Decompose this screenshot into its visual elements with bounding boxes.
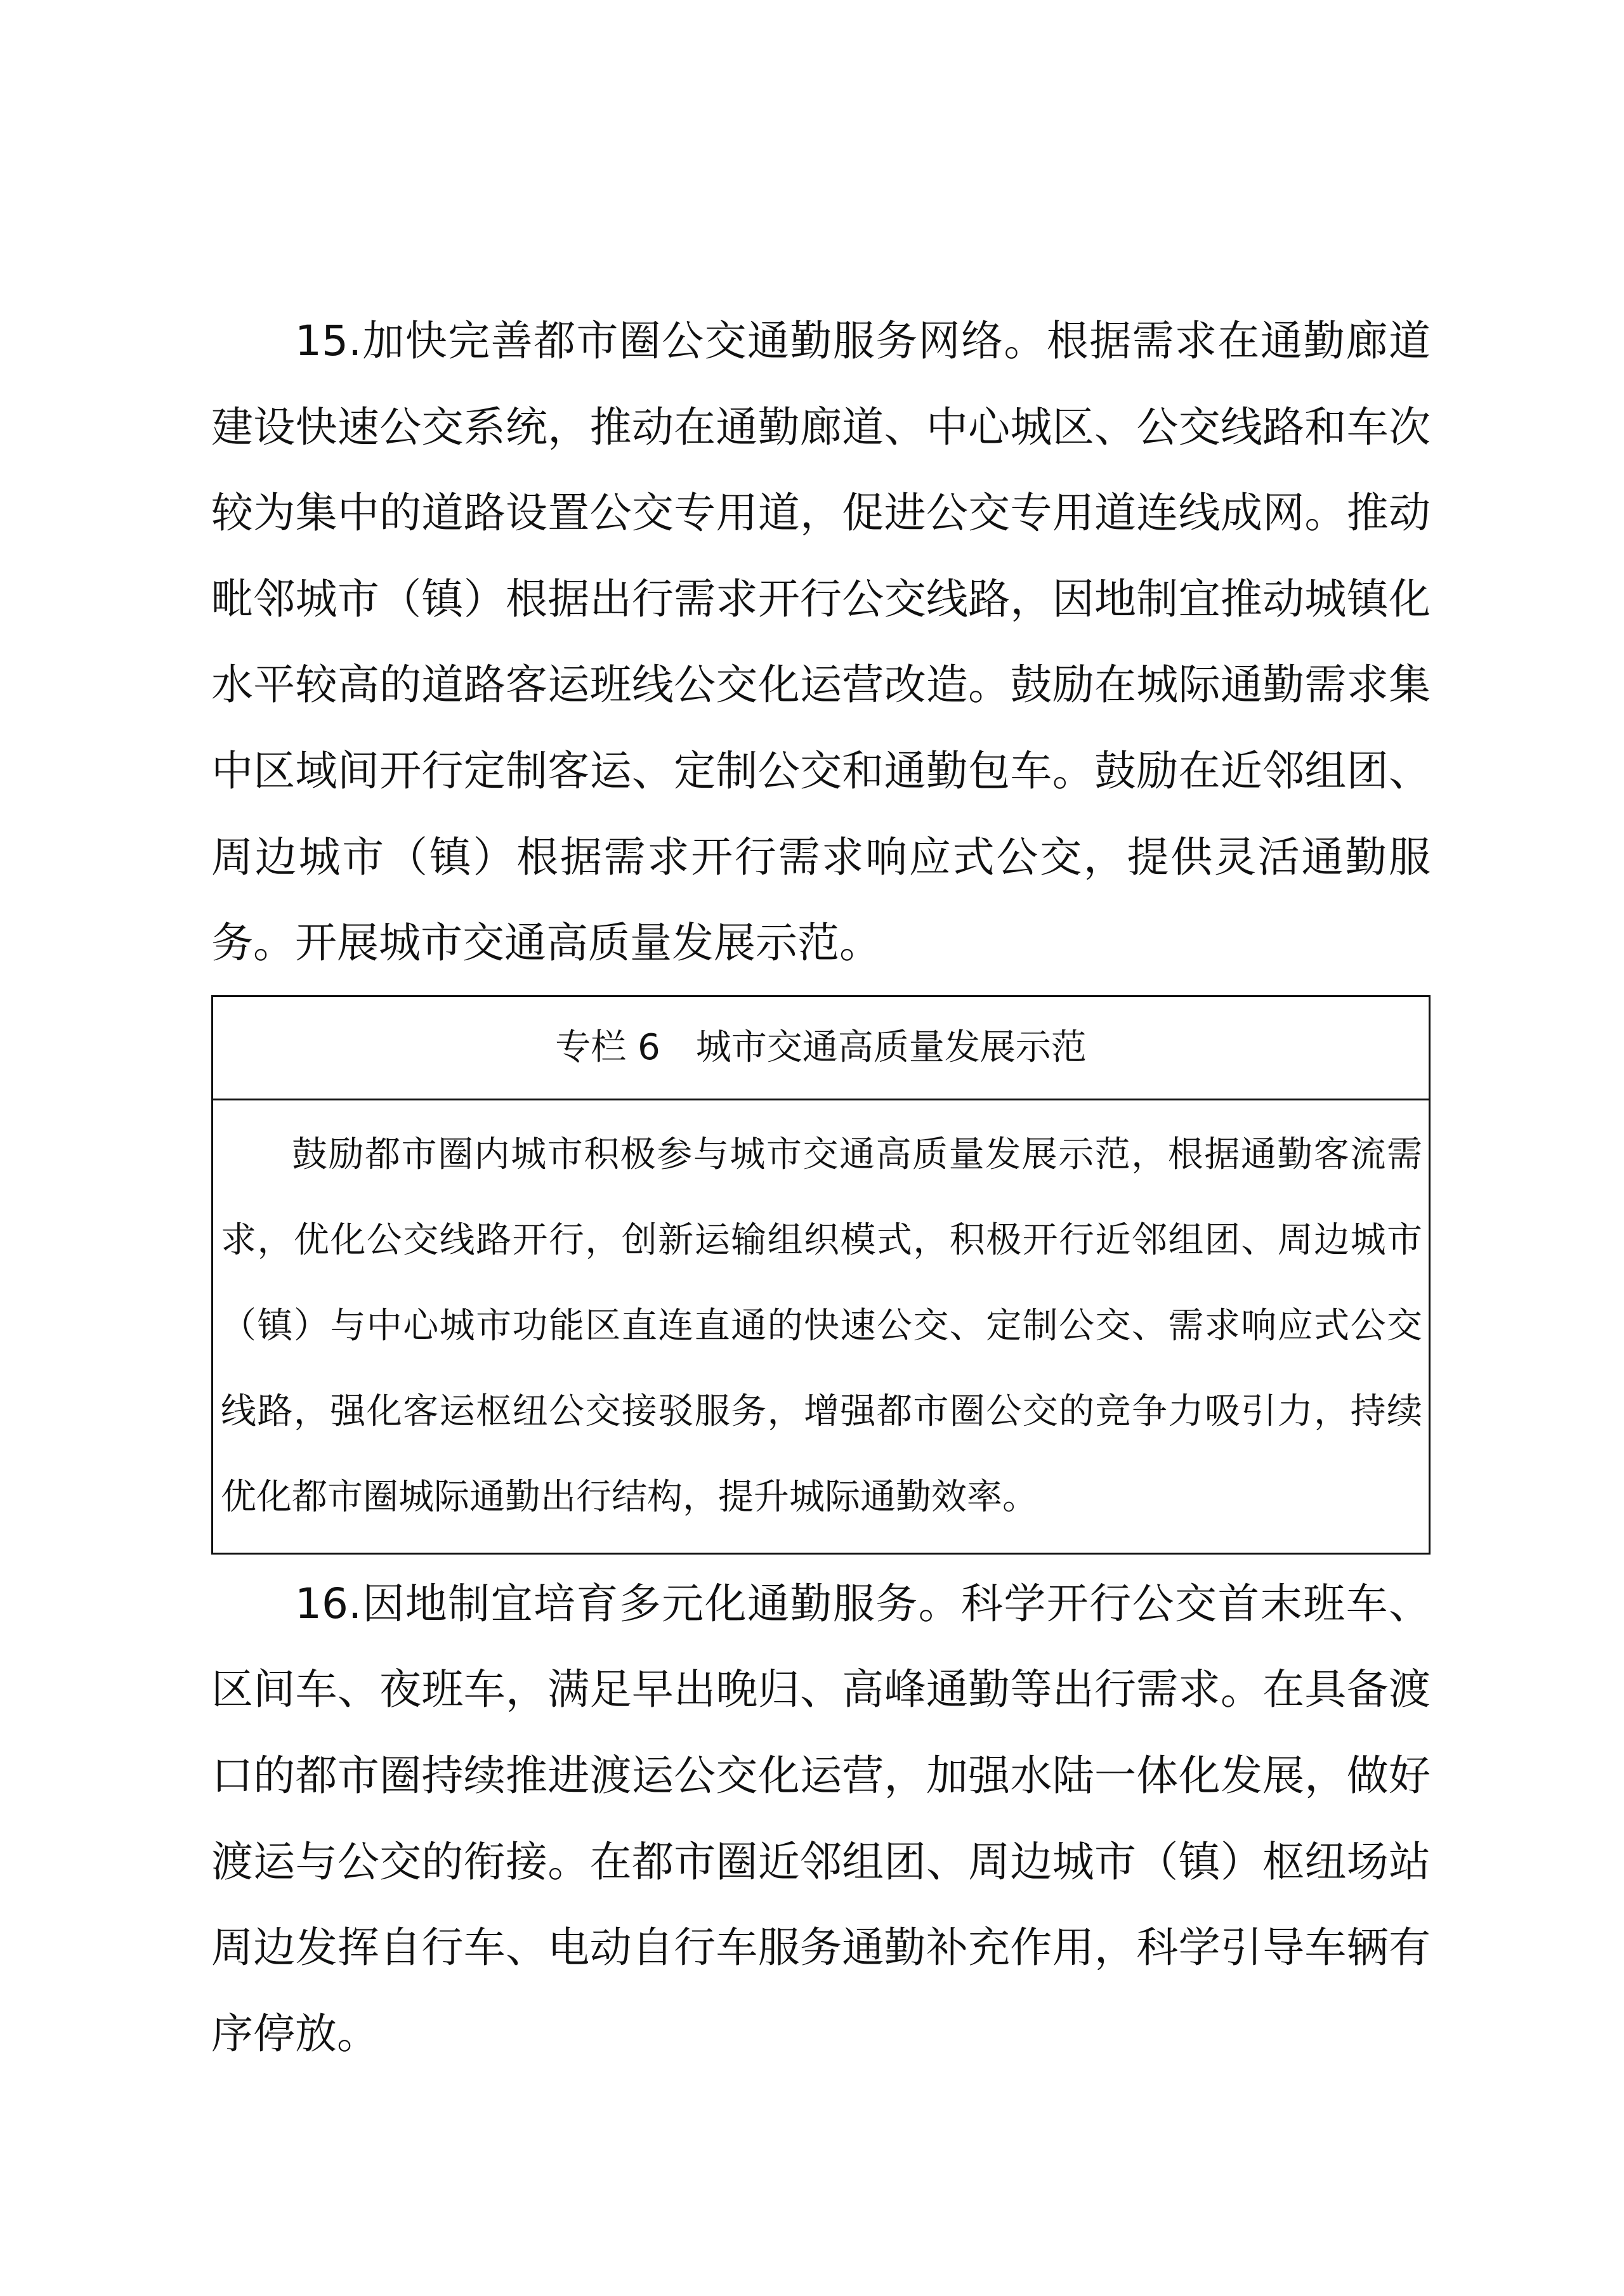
column-box — [211, 995, 1431, 1555]
paragraph-16: 16.因地制宜培育多元化通勤服务。科学开行公交首末班车、区间车、夜班车，满足早出晚归、高峰通勤等出行需求。在具备渡口的都市圈持续推进渡运公交化运营，加强水陆一体化发展，做好渡运与公交的衔接。在都市圈近邻组团、周边城市（镇）枢纽场站周边发挥自行车、电动自行车服务通勤补充作用，科学引导车辆有序停放。 — [211, 1579, 1431, 2058]
paragraph-15: 15.加快完善都市圈公交通勤服务网络。根据需求在通勤廊道建设快速公交系统，推动在通勤廊道、中心城区、公交线路和车次较为集中的道路设置公交专用道，促进公交专用道连线成网。推动毗邻城市（镇）根据出行需求开行公交线路，因地制宜推动城镇化水平较高的道路客运班线公交化运营改造。鼓励在城际通勤需求集中区域间开行定制客运、定制公交和通勤包车。鼓励在近邻组团、周边城市（镇）根据需求开行需求响应式公交，提供灵活通勤服务。开展城市交通高质量发展示范。 — [211, 316, 1431, 968]
column-box-body: 鼓励都市圈内城市积极参与城市交通高质量发展示范，根据通勤客流需求，优化公交线路开行，创新运输组织模式，积极开行近邻组团、周边城市（镇）与中心城市功能区直连直通的快速公交、定制公交、需求响应式公交线路，强化客运枢纽公交接驳服务，增强都市圈公交的竞争力吸引力，持续优化都市圈城际通勤出行结构，提升城际通勤效率。 — [221, 1133, 1422, 1518]
column-box-title: 专栏 6 城市交通高质量发展示范 — [213, 997, 1429, 1100]
document-page — [211, 298, 1431, 2077]
